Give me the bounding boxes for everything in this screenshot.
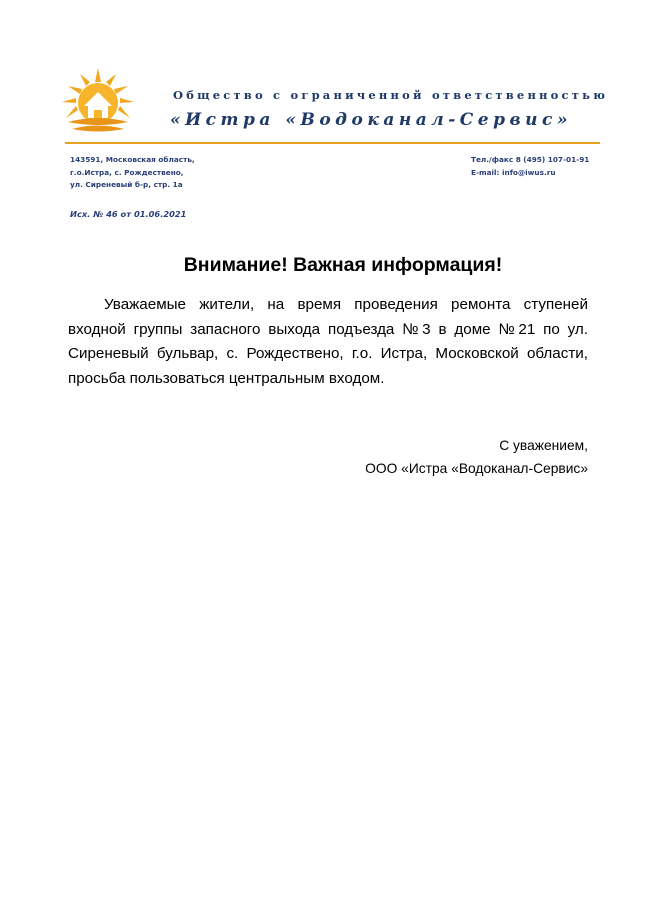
address-line: 143591, Московская область, (70, 155, 195, 164)
phone-fax: Тел./факс 8 (495) 107-01-91 (471, 155, 590, 164)
notice-title: Внимание! Важная информация! (183, 254, 503, 276)
address-line: г.о.Истра, с. Рождествено, (70, 167, 184, 177)
notice-body: Уважаемые жители, на время проведения ремонта ступеней входной группы запасного выхода подъезда №3 в доме №21 по ул. Сиреневый бульвар, с. Рождествено, г.о. Истра, Московской области, просьба пользоваться центральным входом. (68, 296, 588, 387)
header-divider (65, 142, 600, 144)
signoff-company: ООО «Истра «Водоканал-Сервис» (365, 461, 588, 476)
org-legal-form: Общество с ограниченной ответственностью (173, 88, 609, 102)
outgoing-reference: Исх. № 46 от 01.06.2021 (70, 209, 187, 219)
org-name: «Истра «Водоканал-Сервис» (170, 110, 572, 130)
address-line: ул. Сиреневый б-р, стр. 1а (70, 180, 183, 189)
company-address (70, 154, 195, 192)
email-link[interactable]: E-mail: info@iwus.ru (471, 167, 556, 177)
signoff-greeting: С уважением, (499, 438, 588, 453)
company-logo-icon (58, 66, 138, 136)
company-contacts (471, 154, 589, 179)
signoff (365, 434, 588, 480)
